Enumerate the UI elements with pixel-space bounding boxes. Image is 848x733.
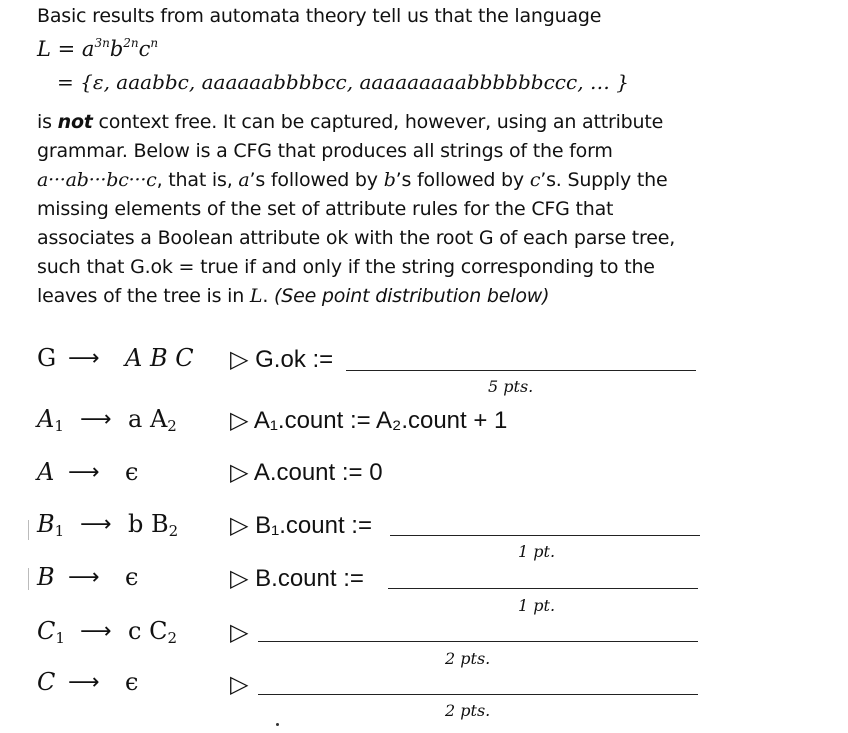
- description-line-6: such that G.ok = true if and only if the string corresponding to the: [37, 256, 655, 278]
- description-line-5: associates a Boolean attribute ok with the root G of each parse tree,: [37, 227, 676, 249]
- answer-blank[interactable]: [258, 641, 698, 642]
- production-arrow: ⟶: [68, 670, 100, 695]
- production-lhs: G: [37, 344, 57, 372]
- points-label: 2 pts.: [445, 649, 491, 668]
- language-set: = {ε, aaabbc, aaaaaabbbbcc, aaaaaaaaabbbbbbccc, … }: [57, 70, 629, 94]
- production-arrow: ⟶: [80, 407, 112, 432]
- answer-blank[interactable]: [258, 694, 698, 695]
- production-arrow: ⟶: [68, 346, 100, 371]
- production-lhs: $C_1$: [37, 617, 65, 647]
- description-line-4: missing elements of the set of attribute rules for the CFG that: [37, 198, 614, 220]
- points-label: 2 pts.: [445, 701, 491, 720]
- production-lhs: C: [37, 668, 56, 696]
- description-line-3: a···ab···bc···c, that is, a’s followed by b’s followed by c’s. Supply the: [37, 169, 668, 191]
- production-lhs: $A_1$: [37, 405, 64, 435]
- production-rhs: ϵ: [125, 668, 139, 696]
- production-lhs: A: [37, 458, 55, 486]
- description-line-1: is not context free. It can be captured, however, using an attribute: [37, 111, 664, 133]
- margin-mark: [28, 520, 29, 540]
- answer-blank[interactable]: [346, 370, 696, 371]
- production-lhs: B: [37, 563, 55, 591]
- description-line-7: leaves of the tree is in L. (See point distribution below): [37, 285, 550, 307]
- attribute-rule: ▷ G.ok :=: [230, 346, 334, 373]
- answer-blank[interactable]: [390, 535, 700, 536]
- attribute-rule: ▷ B.count :=: [230, 565, 364, 592]
- production-arrow: ⟶: [80, 512, 112, 537]
- production-rhs: ϵ: [125, 458, 139, 486]
- production-rhs: ϵ: [125, 563, 139, 591]
- margin-mark: [28, 568, 29, 590]
- production-arrow: ⟶: [68, 460, 100, 485]
- description-line-2: grammar. Below is a CFG that produces all strings of the form: [37, 140, 613, 162]
- production-rhs: b $B_2$: [128, 510, 179, 540]
- production-arrow: ⟶: [68, 565, 100, 590]
- attribute-rule: ▷: [230, 671, 249, 698]
- production-rhs: c $C_2$: [128, 617, 177, 647]
- points-label: 5 pts.: [488, 377, 534, 396]
- production-rhs: a $A_2$: [128, 405, 177, 435]
- attribute-rule: ▷ B₁.count :=: [230, 512, 372, 539]
- production-rhs: A B C: [125, 344, 194, 372]
- attribute-rule: ▷ A₁.count := A₂.count + 1: [230, 407, 508, 434]
- intro-line: Basic results from automata theory tell us that the language: [37, 5, 602, 27]
- points-label: 1 pt.: [518, 542, 556, 561]
- production-lhs: $B_1$: [37, 510, 65, 540]
- attribute-rule: ▷ A.count := 0: [230, 459, 383, 486]
- attribute-rule: ▷: [230, 619, 249, 646]
- stray-dot: [276, 723, 279, 726]
- points-label: 1 pt.: [518, 596, 556, 615]
- language-definition: $L = a^{3n}b^{2n}c^n$: [37, 36, 159, 61]
- answer-blank[interactable]: [388, 588, 698, 589]
- production-arrow: ⟶: [80, 619, 112, 644]
